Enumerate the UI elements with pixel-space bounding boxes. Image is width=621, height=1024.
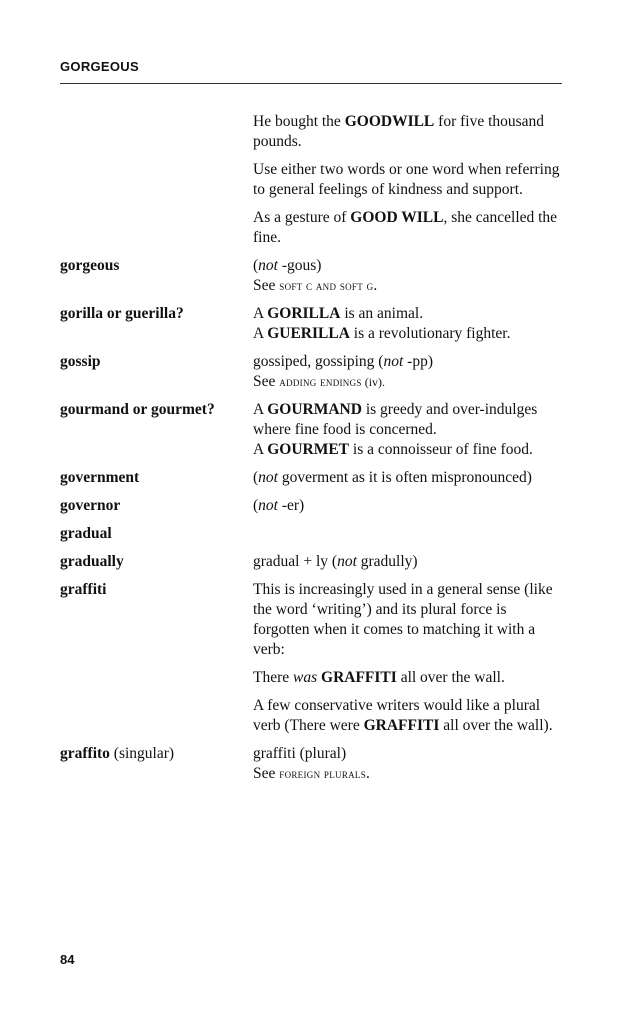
definition: gradual + ly (not gradully) — [253, 553, 418, 570]
usage-note-plural: A few conservative writers would like a plural verb (There were GRAFFITI all over the wall). — [253, 697, 553, 734]
headword: gradual — [60, 525, 112, 542]
usage-note: This is increasingly used in a general sense (like the word ‘writing’) and its plural force is forgotten when it comes to matching it with a verb: — [253, 581, 553, 658]
definition: graffiti (plural) See foreign plurals. — [253, 744, 565, 784]
cross-reference: See soft c and soft g. — [253, 277, 378, 294]
definition — [253, 112, 565, 248]
entry-gossip — [60, 352, 565, 392]
page-number: 84 — [60, 952, 75, 967]
definition: gossiped, gossiping (not -pp) See adding endings (iv). — [253, 352, 565, 392]
term-good-will: GOOD WILL — [350, 209, 444, 226]
example-graffiti: There was GRAFFITI all over the wall. — [253, 669, 505, 686]
example-good-will: As a gesture of GOOD WILL, she cancelled the fine. — [253, 209, 558, 246]
headword: gradually — [60, 553, 124, 570]
cross-reference: See foreign plurals. — [253, 765, 370, 782]
cross-reference-link: soft c and soft g — [279, 278, 374, 293]
headword: gorilla or guerilla? — [60, 305, 184, 322]
headword: gorgeous — [60, 257, 120, 274]
entry-governor — [60, 496, 565, 516]
headword: gossip — [60, 353, 101, 370]
entry-graffiti — [60, 580, 565, 736]
dictionary-content — [60, 112, 565, 784]
term-goodwill: GOODWILL — [344, 113, 435, 130]
entry-gradual — [60, 524, 565, 544]
headword: graffito (singular) — [60, 745, 175, 762]
entry-gradually — [60, 552, 565, 572]
entry-graffito — [60, 744, 565, 784]
definition: (not -er) — [253, 497, 305, 514]
headword: gourmand or gourmet? — [60, 401, 215, 418]
entry-gorilla-or-guerilla — [60, 304, 565, 344]
entry-gourmand-or-gourmet — [60, 400, 565, 460]
definition: A GOURMAND is greedy and over-indulges where fine food is concerned. A GOURMET is a connoisseur of fine food. — [253, 401, 538, 458]
headword: graffiti — [60, 581, 107, 598]
cross-reference-link: foreign plurals — [279, 766, 367, 781]
headword: governor — [60, 497, 121, 514]
definition — [253, 524, 565, 544]
cross-reference-link: adding endings — [279, 374, 362, 389]
header-rule — [60, 83, 562, 84]
headword: government — [60, 469, 140, 486]
usage-note: Use either two words or one word when referring to general feelings of kindness and support. — [253, 161, 560, 198]
definition — [253, 580, 565, 736]
entry-gorgeous — [60, 256, 565, 296]
entry-goodwill-continued — [60, 112, 565, 248]
running-head: GORGEOUS — [60, 59, 139, 74]
definition: A GORILLA is an animal. A GUERILLA is a revolutionary fighter. — [253, 305, 511, 342]
entry-government — [60, 468, 565, 488]
cross-reference: See adding endings (iv). — [253, 373, 386, 390]
definition: (not -gous) See soft c and soft g. — [253, 256, 565, 296]
definition: (not goverment as it is often mispronounced) — [253, 469, 532, 486]
example-goodwill: He bought the GOODWILL for five thousand pounds. — [253, 113, 545, 150]
